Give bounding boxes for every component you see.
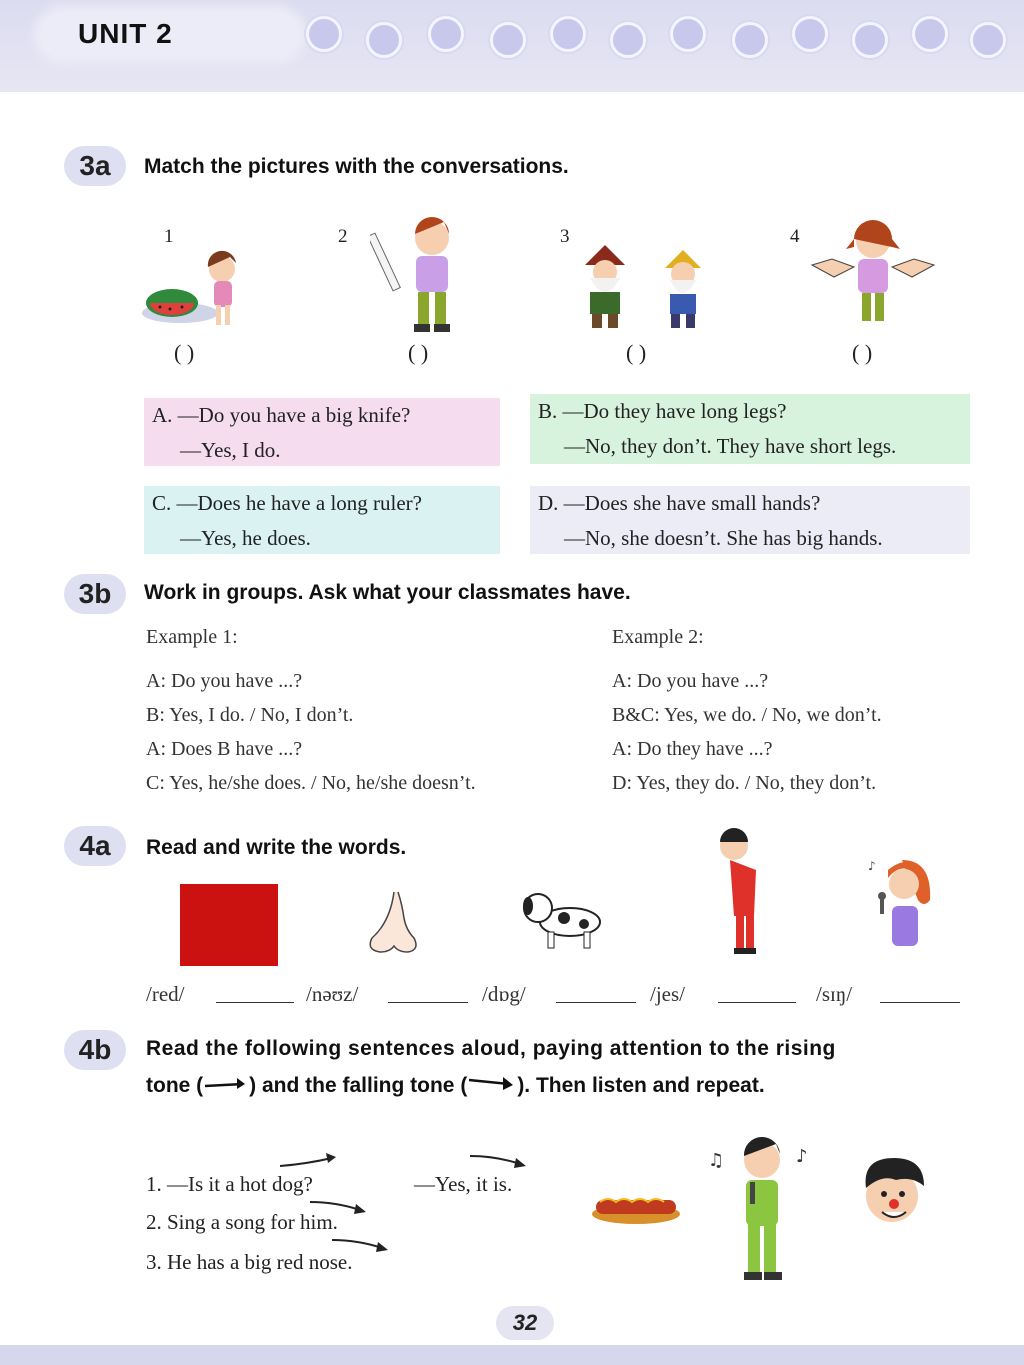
conversation-c-line2: —Yes, he does. — [180, 526, 311, 550]
sentence-3: 3. He has a big red nose. — [146, 1250, 353, 1274]
section-badge-3b: 3b — [64, 574, 126, 614]
example-1 — [146, 620, 476, 800]
conversation-b — [530, 394, 970, 464]
answer-paren-4[interactable]: ( ) — [852, 340, 873, 365]
page-number: 32 — [496, 1306, 554, 1340]
conversation-a-line1: A. —Do you have a big knife? — [152, 403, 411, 427]
bowing-boy-illustration — [710, 828, 780, 958]
tone-text-c: ). Then listen and repeat. — [517, 1074, 765, 1097]
phonetic-nose: /nəʊz/ — [306, 982, 359, 1006]
decor-dot — [366, 22, 402, 58]
section-title-3a: Match the pictures with the conversations. — [144, 155, 569, 178]
example-1-heading: Example 1: — [146, 626, 238, 648]
example-2-line: A: Do you have ...? — [612, 670, 769, 692]
conversation-a-line2: —Yes, I do. — [180, 438, 281, 462]
sentence-1-answer: —Yes, it is. — [414, 1172, 513, 1196]
section-title-3b: Work in groups. Ask what your classmates have. — [144, 581, 631, 604]
decor-dot — [550, 16, 586, 52]
two-dwarfs-illustration — [570, 240, 730, 335]
phonetic-red: /red/ — [146, 982, 185, 1006]
rising-arrow-icon — [276, 1150, 346, 1172]
falling-tone-arrow-icon — [467, 1072, 517, 1092]
section-title-4b-line1: Read the following sentences aloud, paying attention to the rising — [146, 1037, 836, 1060]
section-title-4a: Read and write the words. — [146, 836, 407, 859]
conversation-b-line2: —No, they don’t. They have short legs. — [564, 434, 897, 458]
falling-arrow-icon — [466, 1150, 536, 1172]
answer-paren-1[interactable]: ( ) — [174, 340, 195, 365]
decor-dot — [852, 22, 888, 58]
example-2-heading: Example 2: — [612, 626, 704, 648]
boy-with-ruler-illustration — [370, 212, 480, 337]
answer-blank-yes[interactable] — [718, 1002, 796, 1003]
decor-dot — [610, 22, 646, 58]
decor-dot — [970, 22, 1006, 58]
singing-girl-illustration — [862, 854, 942, 958]
boy-with-red-nose-illustration — [854, 1152, 934, 1242]
sentence-2: 2. Sing a song for him. — [146, 1210, 338, 1234]
svg-text:♪: ♪ — [868, 859, 876, 873]
red-color-square — [180, 884, 278, 966]
hot-dog-illustration — [588, 1186, 684, 1228]
phonetic-yes: /jes/ — [650, 982, 685, 1006]
example-1-line: A: Do you have ...? — [146, 670, 303, 692]
picture-number-1: 1 — [164, 226, 174, 247]
example-1-line: A: Does B have ...? — [146, 738, 303, 760]
rising-tone-arrow-icon — [203, 1072, 249, 1092]
example-1-line: C: Yes, he/she does. / No, he/she doesn’t. — [146, 772, 476, 794]
answer-blank-sing[interactable] — [880, 1002, 960, 1003]
conversation-c — [144, 486, 500, 554]
answer-paren-3[interactable]: ( ) — [626, 340, 647, 365]
sentence-1: 1. —Is it a hot dog? — [146, 1172, 313, 1196]
example-2-line: A: Do they have ...? — [612, 738, 773, 760]
decor-dot — [306, 16, 342, 52]
decor-dot — [428, 16, 464, 52]
conversation-b-line1: B. —Do they have long legs? — [538, 399, 787, 423]
example-2-line: B&C: Yes, we do. / No, we don’t. — [612, 704, 882, 726]
unit-title: UNIT 2 — [78, 18, 173, 49]
nose-illustration — [364, 888, 424, 958]
footer-band — [0, 1345, 1024, 1365]
example-2 — [612, 620, 882, 800]
decor-dot — [732, 22, 768, 58]
picture-number-3: 3 — [560, 226, 570, 247]
tone-text-a: tone ( — [146, 1074, 204, 1097]
answer-blank-dog[interactable] — [556, 1002, 636, 1003]
section-badge-3a: 3a — [64, 146, 126, 186]
decor-dot — [490, 22, 526, 58]
conversation-c-line1: C. —Does he have a long ruler? — [152, 491, 422, 515]
phonetic-sing: /sɪŋ/ — [816, 982, 853, 1006]
svg-text:♫: ♫ — [708, 1150, 725, 1171]
girl-with-big-hands-illustration — [808, 215, 938, 330]
answer-blank-nose[interactable] — [388, 1002, 468, 1003]
section-badge-4a: 4a — [64, 826, 126, 866]
section-title-4b-line2 — [146, 1072, 765, 1098]
tone-text-b: ) and the falling tone ( — [249, 1074, 468, 1097]
example-2-line: D: Yes, they do. / No, they don’t. — [612, 772, 877, 794]
conversation-d — [530, 486, 970, 554]
conversation-d-line2: —No, she doesn’t. She has big hands. — [564, 526, 883, 550]
decor-dot — [912, 16, 948, 52]
picture-number-2: 2 — [338, 226, 348, 247]
example-1-line: B: Yes, I do. / No, I don’t. — [146, 704, 354, 726]
svg-text:♪: ♪ — [796, 1146, 808, 1167]
decor-dot — [670, 16, 706, 52]
decor-dot — [792, 16, 828, 52]
conversation-a — [144, 398, 500, 466]
answer-paren-2[interactable]: ( ) — [408, 340, 429, 365]
phonetic-dog: /dɒg/ — [482, 982, 526, 1006]
dog-illustration — [518, 888, 608, 952]
picture-number-4: 4 — [790, 226, 800, 247]
conversation-d-line1: D. —Does she have small hands? — [538, 491, 821, 515]
section-badge-4b: 4b — [64, 1030, 126, 1070]
answer-blank-red[interactable] — [216, 1002, 294, 1003]
singing-boy-illustration — [704, 1132, 824, 1286]
girl-with-watermelon-illustration — [140, 245, 270, 335]
